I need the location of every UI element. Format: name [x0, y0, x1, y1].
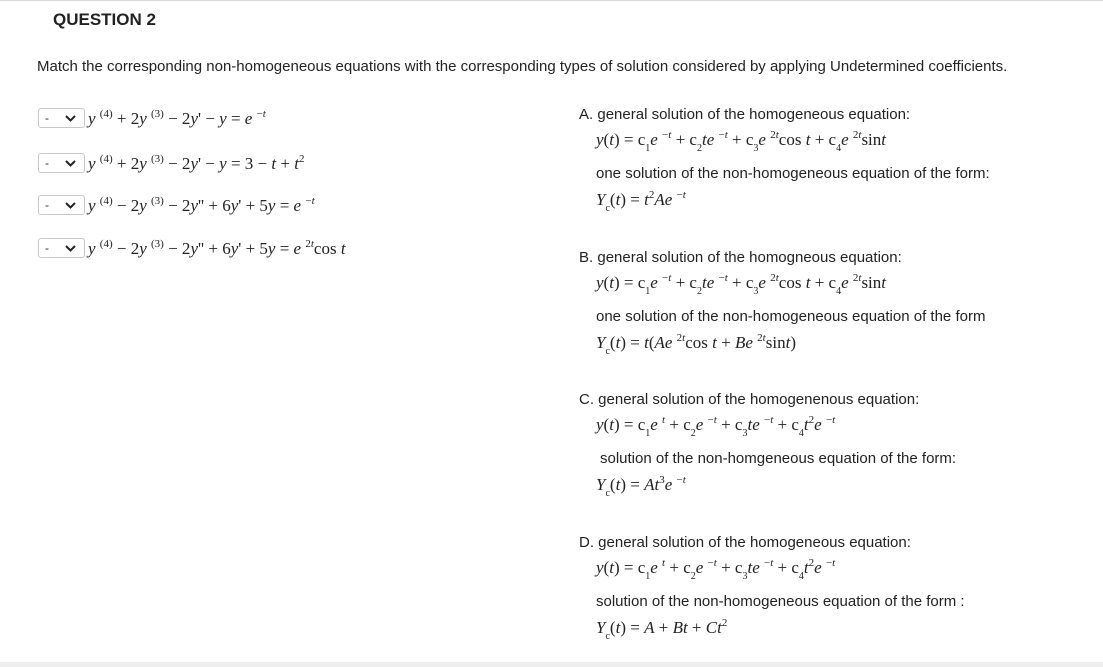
- option-subheading: solution of the non-homogeneous equation of the form :: [596, 593, 965, 610]
- particular-solution: $Y_c(t) = t(Ae$ $^{2t}$cos t + Be $^{2t}$sint): [596, 332, 796, 357]
- dropdown-value: -: [45, 241, 49, 255]
- dropdown-value: -: [45, 156, 49, 170]
- option-letter: D.: [579, 534, 594, 551]
- homogeneous-solution: $y(t) = c_1e$ $^t + c_2e$ $^{-t} + c_3te$ $^{-t} + c_4t^2e$ $^{-t}$: [596, 557, 836, 582]
- match-row-3: [38, 192, 315, 218]
- bottom-divider: [0, 662, 1103, 667]
- option-heading: general solution of the homogeneous equation:: [598, 534, 911, 551]
- chevron-down-icon: [64, 112, 77, 124]
- answer-dropdown-3[interactable]: [38, 195, 85, 215]
- option-letter: A.: [579, 106, 594, 123]
- question-instructions: Match the corresponding non-homogeneous equations with the corresponding types of solution considered by applying Undetermined coefficients.: [37, 58, 1008, 75]
- dropdown-value: -: [45, 198, 49, 212]
- equation-4: y $^{(4)}$ − 2y $^{(3)}$ − 2y'' + 6y' + 5y = e $^{2t}$cos t: [88, 238, 346, 258]
- option-heading: general solution of the homogeneous equation:: [597, 106, 911, 123]
- dropdown-value: -: [45, 111, 49, 125]
- option-heading: general solution of the homogneous equation:: [597, 249, 902, 266]
- chevron-down-icon: [64, 157, 77, 169]
- particular-solution: $Y_c(t) = A + Bt + Ct^2$: [596, 617, 728, 642]
- particular-solution: $Y_c(t) = t^2Ae$ $^{-t}$: [596, 189, 686, 214]
- question-title: QUESTION 2: [53, 10, 156, 29]
- option-letter: B.: [579, 249, 594, 266]
- option-subheading: solution of the non-homgeneous equation of the form:: [600, 450, 957, 467]
- chevron-down-icon: [64, 242, 77, 254]
- homogeneous-solution: $y(t) = c_1e$ $^t + c_2e$ $^{-t} + c_3te$ $^{-t} + c_4t^2e$ $^{-t}$: [596, 414, 836, 439]
- option-c: [579, 390, 1069, 499]
- homogeneous-solution: $y(t) = c_1e$ $^{-t} + c_2te$ $^{-t} + c_3e$ $^{2t}$cos $t + c_4e$ $^{2t}$sint: [596, 272, 887, 297]
- option-b: [579, 248, 1069, 357]
- option-d: [579, 533, 1069, 642]
- answer-dropdown-4[interactable]: [38, 238, 85, 258]
- option-subheading: one solution of the non-homogeneous equation of the form: [596, 308, 986, 325]
- equation-1: y $^{(4)}$ + 2y $^{(3)}$ − 2y' − y = e $^{-t}$: [88, 108, 266, 128]
- option-letter: C.: [579, 391, 594, 408]
- chevron-down-icon: [64, 199, 77, 211]
- option-heading: general solution of the homogenenous equation:: [598, 391, 920, 408]
- particular-solution: $Y_c(t) = At^3e$ $^{-t}$: [596, 474, 686, 499]
- answer-dropdown-1[interactable]: [38, 108, 85, 128]
- option-subheading: one solution of the non-homogeneous equation of the form:: [596, 165, 990, 182]
- homogeneous-solution: $y(t) = c_1e$ $^{-t} + c_2te$ $^{-t} + c_3e$ $^{2t}$cos $t + c_4e$ $^{2t}$sint: [596, 129, 887, 154]
- equation-3: y $^{(4)}$ − 2y $^{(3)}$ − 2y'' + 6y' + 5y = e $^{-t}$: [88, 195, 315, 215]
- match-row-4: [38, 235, 346, 261]
- equation-2: y $^{(4)}$ + 2y $^{(3)} - 2y' - y = 3 - t + t^2$: [88, 153, 305, 173]
- option-a: [579, 105, 1069, 214]
- match-row-2: [38, 150, 304, 176]
- match-row-1: [38, 105, 266, 131]
- answer-dropdown-2[interactable]: [38, 153, 85, 173]
- top-divider: [0, 0, 1103, 1]
